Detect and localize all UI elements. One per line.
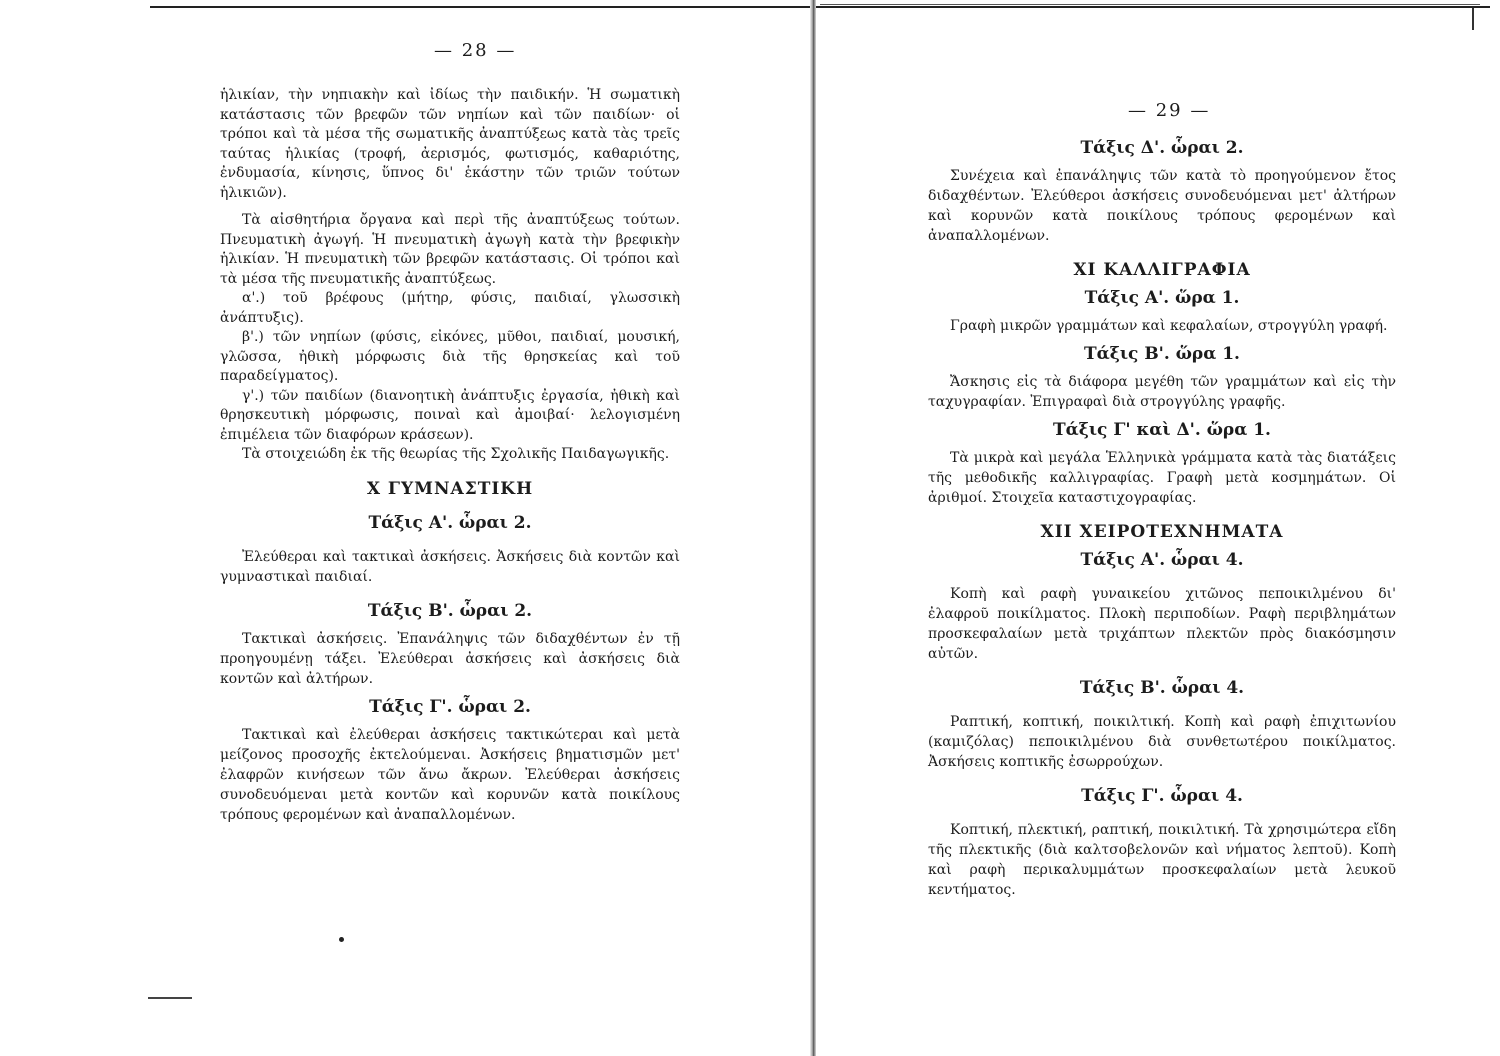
class-heading: Τάξις Α'. ὥρα 1.: [1084, 288, 1240, 308]
left-page-body: [220, 86, 680, 825]
section-heading-gymnastics: Χ ΓΥΜΝΑΣΤΙΚΗ: [366, 478, 534, 499]
paragraph: β'.) τῶν νηπίων (φύσις, εἰκόνες, μῦθοι, παιδιαί, μουσική, γλῶσσα, ἠθικὴ μόρφωσις διὰ τῆς θρησκείας καὶ τοῦ παραδείγματος).: [220, 329, 680, 384]
paragraph: Ἄσκησις εἰς τὰ διάφορα μεγέθη τῶν γραμμάτων καὶ εἰς τὴν ταχυγραφίαν. Ἐπιγραφαὶ διὰ στρογγύλης γραφῆς.: [928, 374, 1396, 410]
class-heading: Τάξις Α'. ὧραι 4.: [1080, 550, 1244, 570]
paragraph: ἡλικίαν, τὴν νηπιακὴν καὶ ἰδίως τὴν παιδικήν. Ἡ σωματικὴ κατάστασις τῶν βρεφῶν τῶν νηπίων καὶ τῶν παιδίων· οἱ τρόποι καὶ τὰ μέσα τῆς σωματικῆς ἀναπτύξεως κατὰ τὰς τρεῖς ταύτας ἡλικίας (τροφή, ἀερισμός, φωτισμός, καθαριότης, ἐνδυμασία, κίνησις, ὕπνος δι' ἑκάστην τῶν τριῶν τούτων ἡλικιῶν).: [220, 87, 680, 201]
paragraph: Τακτικαὶ ἀσκήσεις. Ἐπανάληψις τῶν διδαχθέντων ἐν τῇ προηγουμένῃ τάξει. Ἐλεύθεραι ἀσκήσεις καὶ ἀσκήσεις διὰ κοντῶν καὶ ἀλτήρων.: [220, 630, 680, 687]
page-edge-mark: [1472, 8, 1474, 30]
top-scan-edge-right: [820, 4, 1480, 5]
paragraph: Τακτικαὶ καὶ ἐλεύθεραι ἀσκήσεις τακτικώτεραι καὶ μετὰ μείζονος προσοχῆς ἐκτελούμεναι. Ἀσκήσεις βηματισμῶν μετ' ἐλαφρῶν κινήσεων τῶν ἄνω ἄκρων. Ἐλεύθεραι ἀσκήσεις συνοδευόμεναι μετὰ κοντῶν καὶ κορυνῶν κατὰ ποικίλους τρόπους φερομένων καὶ ἀναπαλλομένων.: [220, 726, 680, 823]
paragraph: Ἐλεύθεραι καὶ τακτικαὶ ἀσκήσεις. Ἀσκήσεις διὰ κοντῶν καὶ γυμναστικαὶ παιδιαί.: [220, 548, 680, 585]
section-heading-handicrafts: ΧΙΙ ΧΕΙΡΟΤΕΧΝΗΜΑΤΑ: [1040, 522, 1284, 542]
paragraph: Τὰ μικρὰ καὶ μεγάλα Ἑλληνικὰ γράμματα κατὰ τὰς διατάξεις τῆς μεθοδικῆς καλλιγραφίας. Γραφὴ μετὰ κοσμημάτων. Οἱ ἀριθμοί. Στοιχεῖα καταστιχογραφίας.: [928, 450, 1396, 506]
section-heading-calligraphy: ΧΙ ΚΑΛΛΙΓΡΑΦΙΑ: [1073, 260, 1251, 280]
class-heading: Τάξις Β'. ὧραι 4.: [1079, 678, 1245, 698]
top-scan-edge: [150, 6, 1490, 8]
class-heading: Τάξις Α'. ὧραι 2.: [368, 512, 532, 533]
page-number-left: — 28 —: [434, 40, 517, 61]
class-heading: Τάξις Γ'. ὧραι 4.: [1081, 786, 1243, 806]
paragraph: Τὰ αἰσθητήρια ὄργανα καὶ περὶ τῆς ἀναπτύξεως τούτων. Πνευματικὴ ἀγωγή. Ἡ πνευματικὴ ἀγωγὴ κατὰ τὴν βρεφικὴν ἡλικίαν. Ἡ πνευματικὴ τῶν βρεφῶν κατάστασις. Οἱ τρόποι καὶ τὰ μέσα τῆς πνευματικῆς ἀναπτύξεως.: [220, 212, 680, 287]
class-heading: Τάξις Β'. ὥρα 1.: [1084, 344, 1240, 364]
paragraph: Ραπτική, κοπτική, ποικιλτική. Κοπὴ καὶ ραφὴ ἐπιχιτωνίου (καμιζόλας) πεποικιλμένου διὰ συνθετωτέρου ποικίλματος. Ἀσκήσεις κοπτικῆς ἐσωρρούχων.: [928, 714, 1396, 770]
paragraph: Γραφὴ μικρῶν γραμμάτων καὶ κεφαλαίων, στρογγύλη γραφή.: [950, 318, 1388, 334]
paragraph: Συνέχεια καὶ ἐπανάληψις τῶν κατὰ τὸ προηγούμενον ἔτος διδαχθέντων. Ἐλεύθεροι ἀσκήσεις συνοδευόμεναι μετ' ἀλτήρων καὶ κορυνῶν κατὰ ποικίλους τρόπους φερομένων καὶ ἀναπαλλομένων.: [928, 168, 1396, 244]
class-heading: Τάξις Β'. ὧραι 2.: [367, 600, 533, 621]
page-number-right: — 29 —: [1128, 100, 1211, 121]
ink-dot: [339, 937, 344, 942]
paragraph: Κοπὴ καὶ ραφὴ γυναικείου χιτῶνος πεποικιλμένου δι' ἐλαφροῦ ποικίλματος. Πλοκὴ περιποδίων. Ραφὴ περιβλημάτων προσκεφαλαίων μετὰ τριχάπτων πλεκτῶν πρὸς διακόσμησιν αὐτῶν.: [928, 586, 1396, 662]
paragraph: Κοπτική, πλεκτική, ραπτική, ποικιλτική. Τὰ χρησιμώτερα εἴδη τῆς πλεκτικῆς (διὰ καλτσοβελονῶν καὶ νήματος λεπτοῦ). Κοπὴ καὶ ραφὴ περικαλυμμάτων προσκεφαλαίων μετὰ λευκοῦ κεντήματος.: [928, 822, 1396, 898]
margin-mark: [148, 997, 192, 999]
class-heading: Τάξις Γ'. ὧραι 2.: [369, 696, 531, 717]
paragraph: α'.) τοῦ βρέφους (μήτηρ, φύσις, παιδιαί, γλωσσικὴ ἀνάπτυξις).: [220, 290, 680, 326]
class-heading: Τάξις Γ' καὶ Δ'. ὥρα 1.: [1053, 420, 1271, 440]
right-page-body: [928, 138, 1396, 900]
paragraph: Τὰ στοιχειώδη ἐκ τῆς θεωρίας τῆς Σχολικῆς Παιδαγωγικῆς.: [242, 446, 670, 462]
paragraph: γ'.) τῶν παιδίων (διανοητικὴ ἀνάπτυξις ἐργασία, ἠθικὴ καὶ θρησκευτικὴ μόρφωσις, ποιναὶ καὶ ἀμοιβαί· λελογισμένη ἐπιμέλεια τῶν διαφόρων κράσεων).: [220, 387, 680, 443]
book-spine: [810, 0, 816, 1056]
class-heading: Τάξις Δ'. ὧραι 2.: [1080, 138, 1244, 158]
